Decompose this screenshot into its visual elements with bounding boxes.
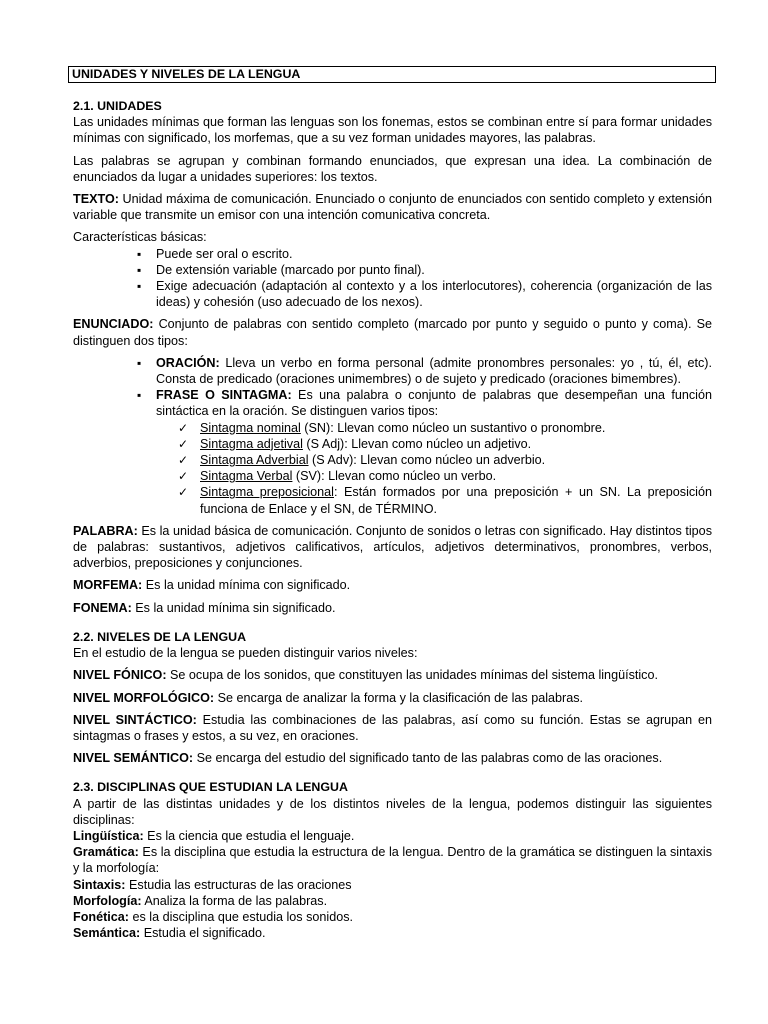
section-heading-niveles: 2.2. NIVELES DE LA LENGUA	[73, 629, 247, 644]
document-body	[73, 98, 712, 941]
definition-disciplina	[73, 828, 712, 844]
term: FONEMA:	[73, 600, 132, 615]
term: ORACIÓN:	[156, 355, 220, 370]
definition-texto	[73, 191, 712, 223]
list-item	[73, 355, 712, 387]
definition: es la disciplina que estudia los sonidos.	[128, 909, 354, 924]
term: FRASE O SINTAGMA:	[156, 388, 292, 403]
definition: Es una palabra o conjunto de palabras que desempeñan una función sintáctica en la oración. Se distinguen varios tipos:	[156, 388, 712, 419]
sintagma-name: Sintagma Adverbial	[200, 453, 309, 468]
term: PALABRA:	[73, 523, 138, 538]
definition: Se encarga del estudio del significado tanto de las palabras como de las oraciones.	[193, 751, 663, 766]
paragraph: Las unidades mínimas que forman las lenguas son los fonemas, estos se combinan entre sí para formar unidades mínimas con significado, los morfemas, que a su vez forman unidades mayores, las palabras.	[73, 115, 712, 146]
characteristics-list	[73, 246, 712, 311]
enunciado-types-list	[73, 355, 712, 420]
term: Morfología:	[73, 893, 142, 908]
document-title: UNIDADES Y NIVELES DE LA LENGUA	[68, 66, 716, 83]
definition: Es la unidad mínima sin significado.	[131, 600, 336, 615]
definition: Unidad máxima de comunicación. Enunciado o conjunto de enunciados con sentido completo y extensión variable que transmite un emisor con una intención comunicativa concreta.	[73, 192, 712, 223]
definition: Analiza la forma de las palabras.	[141, 893, 328, 908]
definition: Estudia las combinaciones de las palabras, así como su función. Estas se agrupan en sintagmas o frases y estos, a su vez, en oraciones.	[73, 712, 712, 743]
characteristics-label: Características básicas:	[73, 230, 207, 245]
definition-disciplina	[73, 844, 712, 876]
list-item: ✓ Sintagma adjetival (S Adj): Llevan como núcleo un adjetivo.	[73, 436, 712, 452]
term: NIVEL MORFOLÓGICO:	[73, 690, 215, 705]
term: ENUNCIADO:	[73, 317, 154, 332]
term: Semántica:	[73, 926, 141, 941]
paragraph: Las palabras se agrupan y combinan formando enunciados, que expresan una idea. La combinación de enunciados da lugar a unidades superiores: los textos.	[73, 153, 712, 184]
definition: Es la unidad mínima con significado.	[142, 578, 351, 593]
sintagma-types-list	[73, 420, 712, 517]
definition-enunciado	[73, 316, 712, 348]
definition: Estudia el significado.	[140, 926, 266, 941]
section-heading-disciplinas: 2.3. DISCIPLINAS QUE ESTUDIAN LA LENGUA	[73, 780, 348, 795]
sintagma-name: Sintagma adjetival	[200, 436, 303, 451]
term: Fonética:	[73, 909, 129, 924]
list-item	[73, 387, 712, 419]
definition-nivel	[73, 712, 712, 744]
definition: Es la disciplina que estudia la estructura de la lengua. Dentro de la gramática se distinguen la sintaxis y la morfología:	[73, 845, 712, 876]
definition-nivel	[73, 690, 712, 706]
definition-nivel	[73, 667, 712, 683]
definition: Es la unidad básica de comunicación. Conjunto de sonidos o letras con significado. Hay distintos tipos de palabras: sustantivos, adjetivos calificativos, artículos, adjetivos determinativos, pronombres, verbos, adverbios, preposiciones y conjunciones.	[73, 523, 712, 571]
definition-palabra	[73, 523, 712, 572]
term: TEXTO:	[73, 192, 119, 207]
definition: Conjunto de palabras con sentido completo (marcado por punto y seguido o punto y coma). Se distinguen dos tipos:	[73, 317, 712, 348]
list-item: ✓ Sintagma nominal (SN): Llevan como núcleo un sustantivo o pronombre.	[73, 420, 712, 436]
definition-disciplina	[73, 877, 712, 893]
term: Sintaxis:	[73, 877, 126, 892]
definition-nivel	[73, 750, 712, 766]
term: NIVEL FÓNICO:	[73, 668, 167, 683]
definition-morfema	[73, 577, 712, 593]
definition: Estudia las estructuras de las oraciones	[125, 877, 352, 892]
term: Gramática:	[73, 845, 139, 860]
section-heading-unidades: 2.1. UNIDADES	[73, 99, 162, 113]
definition-disciplina	[73, 909, 712, 925]
list-item: ✓ Sintagma preposicional: Están formados por una preposición + un SN. La preposición funciona de Enlace y el SN, de TÉRMINO.	[73, 484, 712, 516]
definition: Es la ciencia que estudia el lenguaje.	[143, 828, 355, 843]
term: MORFEMA:	[73, 578, 143, 593]
sintagma-name: Sintagma preposicional	[200, 485, 334, 500]
list-item: ▪ De extensión variable (marcado por punto final).	[73, 262, 712, 278]
term: NIVEL SINTÁCTICO:	[73, 712, 197, 727]
paragraph: A partir de las distintas unidades y de los distintos niveles de la lengua, podemos distinguir las siguientes disciplinas:	[73, 796, 712, 827]
definition-disciplina	[73, 925, 712, 941]
definition-disciplina	[73, 893, 712, 909]
sintagma-name: Sintagma Verbal	[200, 469, 293, 484]
list-item: ▪ Exige adecuación (adaptación al contexto y a los interlocutores), coherencia (organización de las ideas) y cohesión (uso adecuado de los nexos).	[73, 278, 712, 310]
list-item: ✓ Sintagma Verbal (SV): Llevan como núcleo un verbo.	[73, 468, 712, 484]
term: NIVEL SEMÁNTICO:	[73, 751, 194, 766]
list-item: ✓ Sintagma Adverbial (S Adv): Llevan como núcleo un adverbio.	[73, 452, 712, 468]
definition: Se ocupa de los sonidos, que constituyen las unidades mínimas del sistema lingüístico.	[166, 668, 658, 683]
term: Lingüística:	[73, 828, 144, 843]
list-item: ▪ Puede ser oral o escrito.	[73, 246, 712, 262]
definition: Se encarga de analizar la forma y la clasificación de las palabras.	[214, 690, 584, 705]
definition: Lleva un verbo en forma personal (admite pronombres personales: yo , tú, él, etc). Consta de predicado (oraciones unimembres) o de sujeto y predicado (oraciones bimembres).	[156, 355, 712, 387]
definition-fonema	[73, 600, 712, 616]
paragraph: En el estudio de la lengua se pueden distinguir varios niveles:	[73, 646, 418, 661]
sintagma-name: Sintagma nominal	[200, 420, 301, 435]
